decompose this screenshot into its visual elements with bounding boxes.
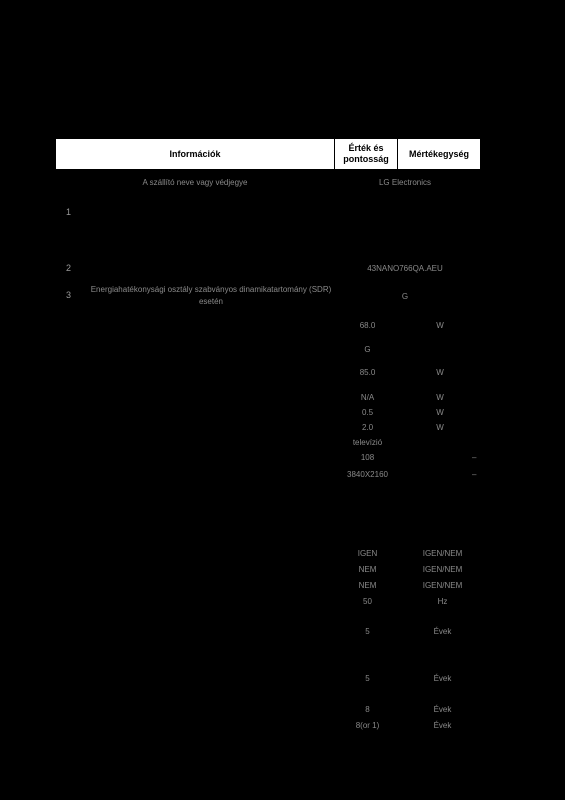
unit-cell: Évek xyxy=(433,674,452,683)
unit-cell: W xyxy=(436,423,444,432)
row-number-3: 3 xyxy=(66,290,72,300)
unit-cell: Évek xyxy=(433,705,452,714)
supplier-value: LG Electronics xyxy=(378,178,432,187)
supplier-label: A szállító neve vagy védjegye xyxy=(142,178,248,187)
value-cell: G xyxy=(364,345,371,354)
value-cell: 50 xyxy=(363,597,372,606)
unit-cell: – xyxy=(472,453,477,462)
header-info: Információk xyxy=(56,139,334,169)
value-cell: 8(or 1) xyxy=(355,721,380,730)
value-cell: NEM xyxy=(358,565,377,574)
unit-cell: IGEN/NEM xyxy=(422,565,463,574)
unit-cell: IGEN/NEM xyxy=(422,581,463,590)
unit-cell: W xyxy=(436,368,444,377)
unit-cell: W xyxy=(436,408,444,417)
value-cell: 0.5 xyxy=(361,408,374,417)
unit-cell: – xyxy=(472,470,477,479)
model-identifier: 43NANO766QA.AEU xyxy=(367,264,443,273)
unit-cell: Évek xyxy=(433,721,452,730)
value-cell: 2.0 xyxy=(361,423,374,432)
value-cell: 5 xyxy=(365,674,370,683)
table-header xyxy=(56,139,480,169)
value-cell: N/A xyxy=(360,393,375,402)
unit-cell: W xyxy=(436,321,444,330)
value-cell: 85.0 xyxy=(359,368,376,377)
energy-class-label: Energiahatékonysági osztály szabványos dinamikatartomány (SDR) esetén xyxy=(90,285,332,306)
row-number-1: 1 xyxy=(66,207,72,217)
energy-class-value: G xyxy=(401,292,409,301)
unit-cell: Hz xyxy=(437,597,448,606)
unit-cell: Évek xyxy=(433,627,452,636)
value-cell: NEM xyxy=(358,581,377,590)
row-number-2: 2 xyxy=(66,263,72,273)
value-cell: 5 xyxy=(365,627,370,636)
value-cell: 8 xyxy=(365,705,370,714)
unit-cell: W xyxy=(436,393,444,402)
value-cell: 68.0 xyxy=(359,321,376,330)
value-cell: 108 xyxy=(360,453,375,462)
header-unit: Mértékegység xyxy=(398,139,480,169)
value-cell: 3840X2160 xyxy=(347,470,388,479)
value-cell: televízió xyxy=(352,438,383,447)
header-value: Érték és pontosság xyxy=(335,139,397,169)
value-cell: IGEN xyxy=(357,549,378,558)
unit-cell: IGEN/NEM xyxy=(422,549,463,558)
